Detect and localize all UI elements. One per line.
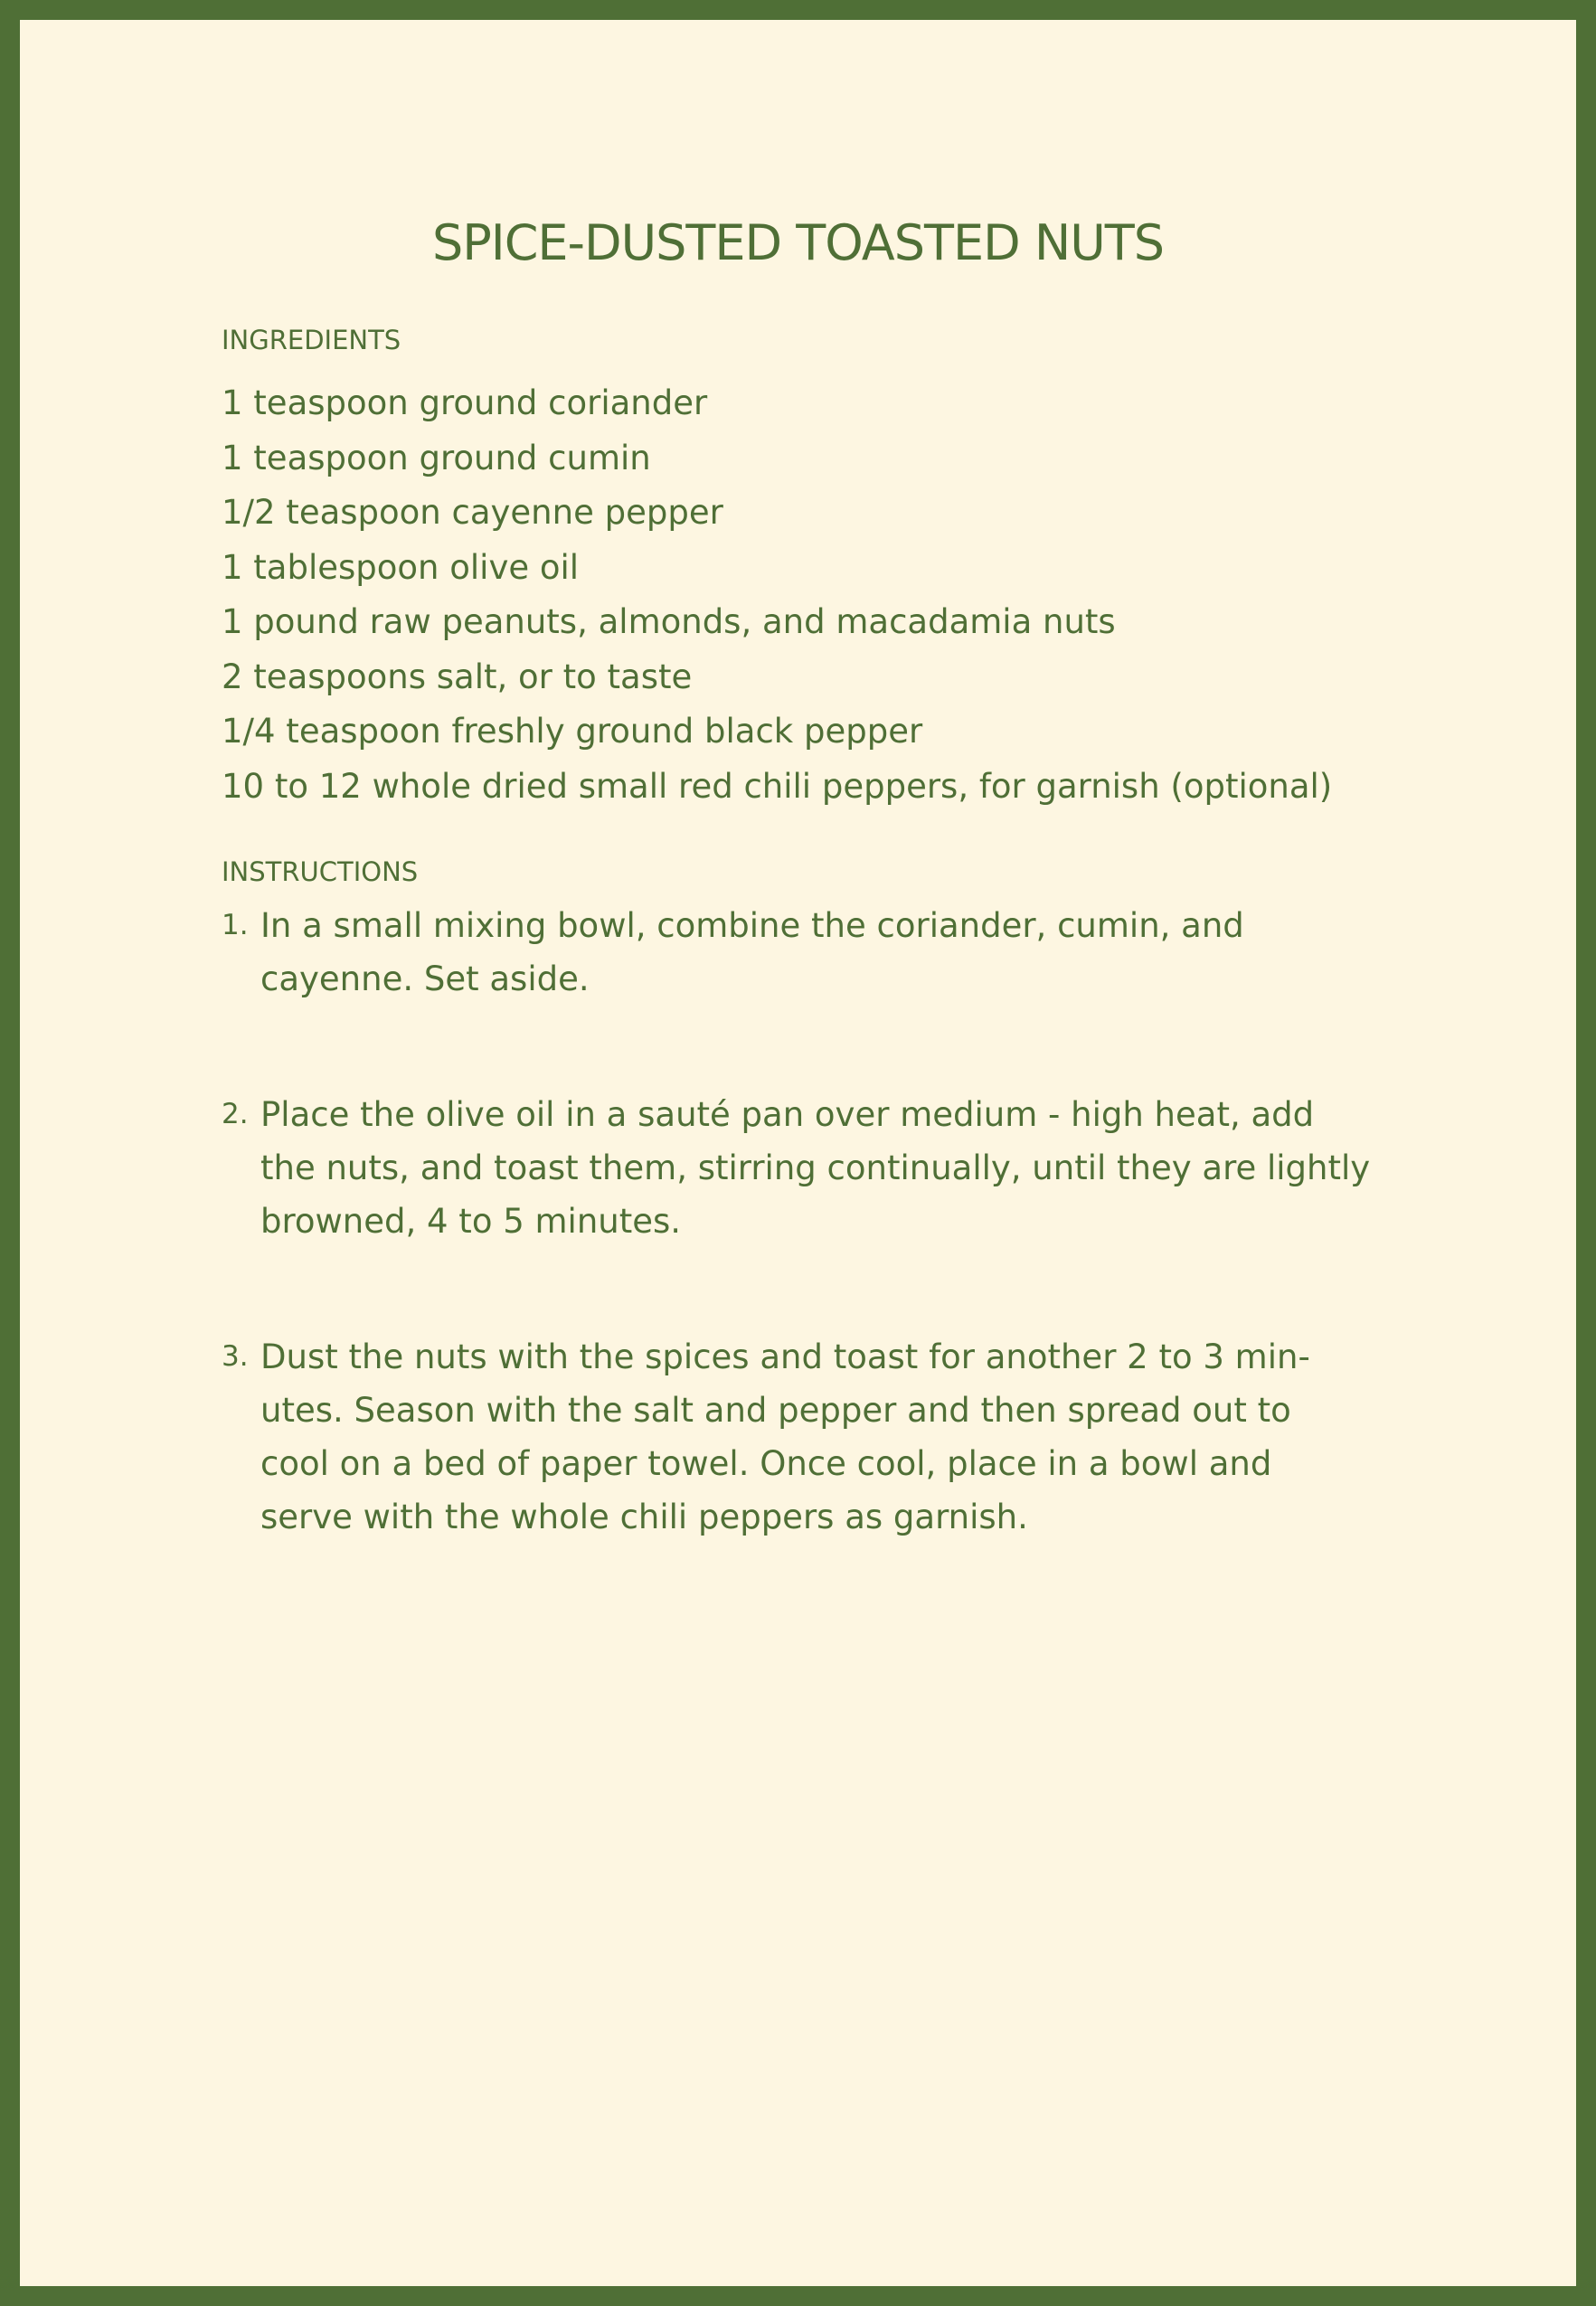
ingredients-list [222, 376, 1332, 814]
ingredient-item: 1/2 teaspoon cayenne pepper [222, 493, 723, 532]
step-text-line: cool on a bed of paper towel. Once cool, place in a bowl and [260, 1444, 1272, 1483]
instruction-step [222, 1330, 1397, 1544]
recipe-card [20, 20, 1576, 2286]
ingredient-item: 2 teaspoons salt, or to taste [222, 657, 693, 696]
step-text-line: Dust the nuts with the spices and toast for another 2 to 3 min- [260, 1337, 1310, 1376]
instructions-list [222, 899, 1397, 1626]
ingredient-item: 1 tablespoon olive oil [222, 547, 580, 587]
step-text-line: browned, 4 to 5 minutes. [260, 1202, 682, 1241]
ingredient-item: 1 teaspoon ground coriander [222, 383, 708, 422]
ingredients-heading: INGREDIENTS [222, 325, 401, 355]
step-text-line: serve with the whole chili peppers as garnish. [260, 1498, 1028, 1536]
instruction-step [222, 899, 1397, 1006]
step-text-line: utes. Season with the salt and pepper and then spread out to [260, 1391, 1291, 1430]
step-text-line: In a small mixing bowl, combine the coriander, cumin, and [260, 906, 1244, 945]
ingredient-item: 10 to 12 whole dried small red chili peppers, for garnish (optional) [222, 766, 1333, 806]
step-number: 1. [222, 909, 249, 941]
instructions-heading: INSTRUCTIONS [222, 856, 419, 887]
recipe-title: SPICE-DUSTED TOASTED NUTS [431, 214, 1165, 271]
step-text-line: Place the olive oil in a sauté pan over medium - high heat, add [260, 1095, 1315, 1134]
step-text-line: cayenne. Set aside. [260, 959, 590, 998]
instruction-step [222, 1088, 1397, 1248]
step-number: 3. [222, 1340, 249, 1373]
ingredient-item: 1 teaspoon ground cumin [222, 438, 651, 477]
ingredient-item: 1/4 teaspoon freshly ground black pepper [222, 712, 923, 751]
ingredient-item: 1 pound raw peanuts, almonds, and macadamia nuts [222, 602, 1116, 641]
step-number: 2. [222, 1098, 249, 1130]
step-text-line: the nuts, and toast them, stirring continually, until they are lightly [260, 1148, 1371, 1187]
